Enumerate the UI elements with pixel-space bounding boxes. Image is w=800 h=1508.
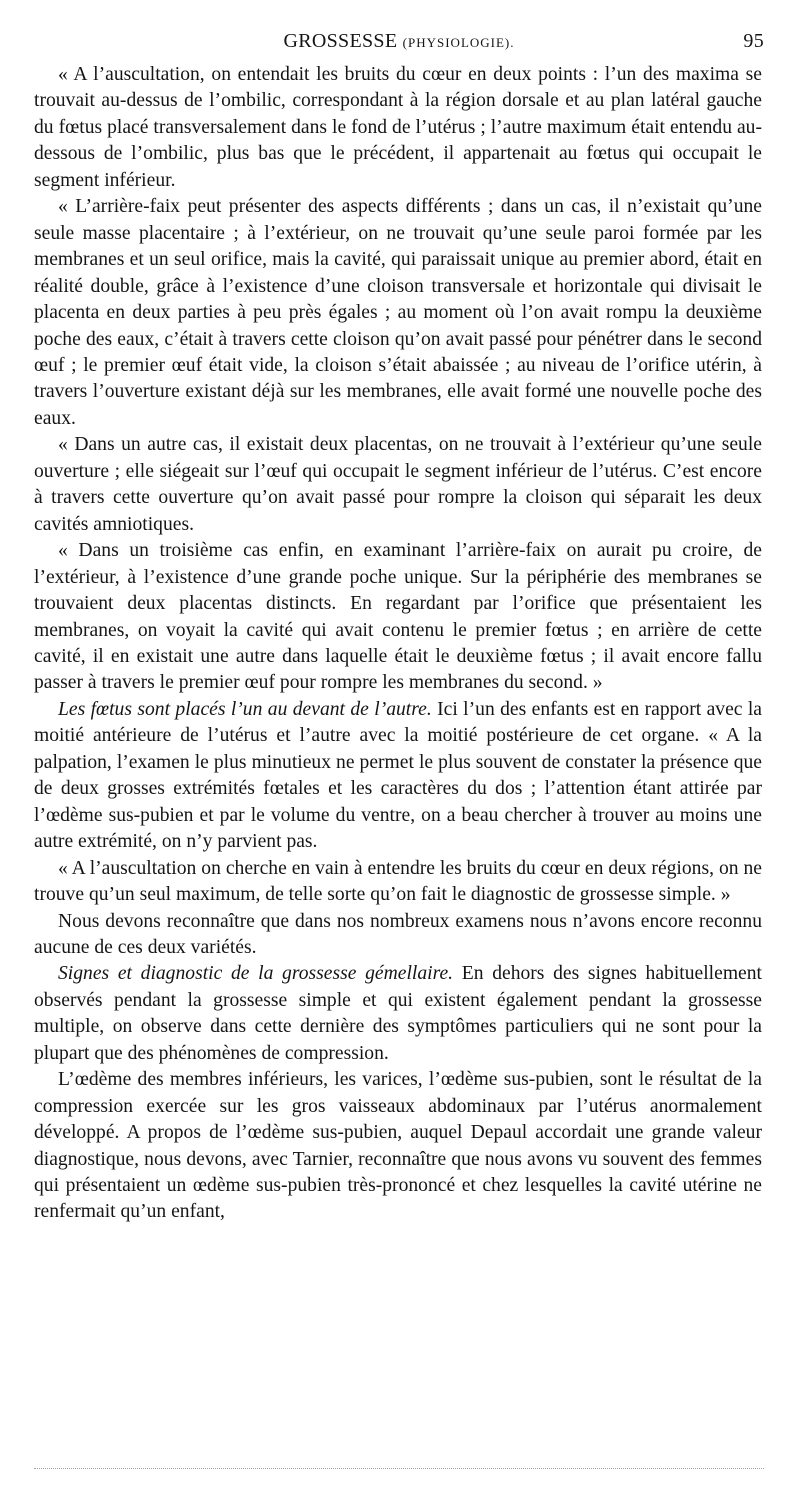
paragraph-arriere-faix: [34, 194, 762, 432]
header-title-sub: (PHYSIOLOGIE).: [402, 35, 515, 50]
header-title: [34, 30, 764, 53]
header-title-main: GROSSESSE: [283, 30, 398, 52]
paragraph-oedeme: [34, 1067, 762, 1226]
page-number: 95: [743, 30, 764, 52]
running-header: [34, 30, 764, 56]
paragraph-foetus-places: [34, 697, 762, 856]
footer-dotted-rule: [34, 1468, 764, 1471]
paragraph-text: L’œdème des membres inférieurs, les varices, l’œdème sus-pubien, sont le résultat de la compression exercée sur les gros vaisseaux abdominaux par l’utérus anormalement développé. A propos de l’œdème sus-pubien, auquel Depaul accordait une grande valeur diagnostique, nous devons, avec Tarnier, reconnaître que nous avons vu souvent des femmes qui présentaient un œdème sus-pubien très-prononcé et chez lesquelles la cavité utérine ne renfermait qu’un enfant,: [34, 1069, 762, 1223]
paragraph-autre-cas: [34, 432, 762, 538]
paragraph-text: « Dans un troisième cas enfin, en examinant l’arrière-faix on aurait pu croire, de l’extérieur, à l’existence d’une grande poche unique. Sur la périphérie des membranes se trouvaient deux placentas distincts. En regardant par l’orifice que présentaient les membranes, on voyait la cavité qui avait contenu le premier fœtus ; en arrière de cette cavité, il en existait une autre dans laquelle était le deuxième fœtus ; il avait encore fallu passer à travers le premier œuf pour rompre les membranes du second. »: [34, 540, 762, 694]
paragraph-italic-heading: Les fœtus sont placés l’un au devant de l’autre.: [58, 698, 432, 720]
paragraph-reconnaitre: [34, 909, 762, 962]
paragraph-auscultation-1: [34, 62, 762, 194]
body-text: [34, 62, 762, 1226]
paragraph-text: « Dans un autre cas, il existait deux placentas, on ne trouvait à l’extérieur qu’une seule ouverture ; elle siégeait sur l’œuf qui occupait le segment inférieur de l’utérus. C’est encore à travers cette ouverture qu’on avait passé pour rompre la cloison qui séparait les deux cavités amniotiques.: [34, 434, 762, 535]
paragraph-text: En dehors des signes habituellement observés pendant la grossesse simple et qui existent également pendant la grossesse multiple, on observe dans cette dernière des symptômes particuliers qui ne sont pour la plupart que des phénomènes de compression.: [34, 963, 762, 1064]
paragraph-text: « A l’auscultation, on entendait les bruits du cœur en deux points : l’un des maxima se trouvait au-dessus de l’ombilic, correspondant à la région dorsale et au plan latéral gauche du fœtus placé transversalement dans le fond de l’utérus ; l’autre maximum était entendu au-dessous de l’ombilic, plus bas que le précédent, il appartenait au fœtus qui occupait le segment inférieur.: [34, 64, 762, 191]
paragraph-text: Ici l’un des enfants est en rapport avec la moitié antérieure de l’utérus et l’autre avec la moitié postérieure de cet organe. « A la palpation, l’examen le plus minutieux ne permet le plus souvent de constater la présence que de deux grosses extrémités fœtales et les caractères du dos ; l’attention étant attirée par l’œdème sus-pubien et par le volume du ventre, on a beau chercher à trouver au moins une autre extrémité, on n’y parvient pas.: [34, 698, 762, 853]
paragraph-italic-heading: Signes et diagnostic de la grossesse gémellaire.: [58, 963, 454, 985]
paragraph-text: « L’arrière-faix peut présenter des aspects différents ; dans un cas, il n’existait qu’une seule masse placentaire ; à l’extérieur, on ne trouvait qu’une seule paroi formée par les membranes et un seul orifice, mais la cavité, qui paraissait unique au premier abord, était en réalité double, grâce à l’existence d’une cloison transversale et horizontale qui divisait le placenta en deux parties à peu près égales ; au moment où l’on avait rompu la deuxième poche des eaux, c’était à travers cette cloison qu’on avait passé pour pénétrer dans le second œuf ; le premier œuf était vide, la cloison s’était abaissée ; au niveau de l’orifice utérin, à travers l’ouverture existant déjà sur les membranes, elle avait formé une nouvelle poche des eaux.: [34, 196, 762, 429]
paragraph-auscultation-2: [34, 856, 762, 909]
paragraph-text: « A l’auscultation on cherche en vain à entendre les bruits du cœur en deux régions, on ne trouve qu’un seul maximum, de telle sorte qu’on fait le diagnostic de grossesse simple. »: [34, 857, 762, 906]
paragraph-troisieme-cas: [34, 538, 762, 697]
paragraph-text: Nous devons reconnaître que dans nos nombreux examens nous n’avons encore reconnu aucune de ces deux variétés.: [34, 910, 762, 958]
paragraph-signes-diagnostic: [34, 961, 762, 1067]
